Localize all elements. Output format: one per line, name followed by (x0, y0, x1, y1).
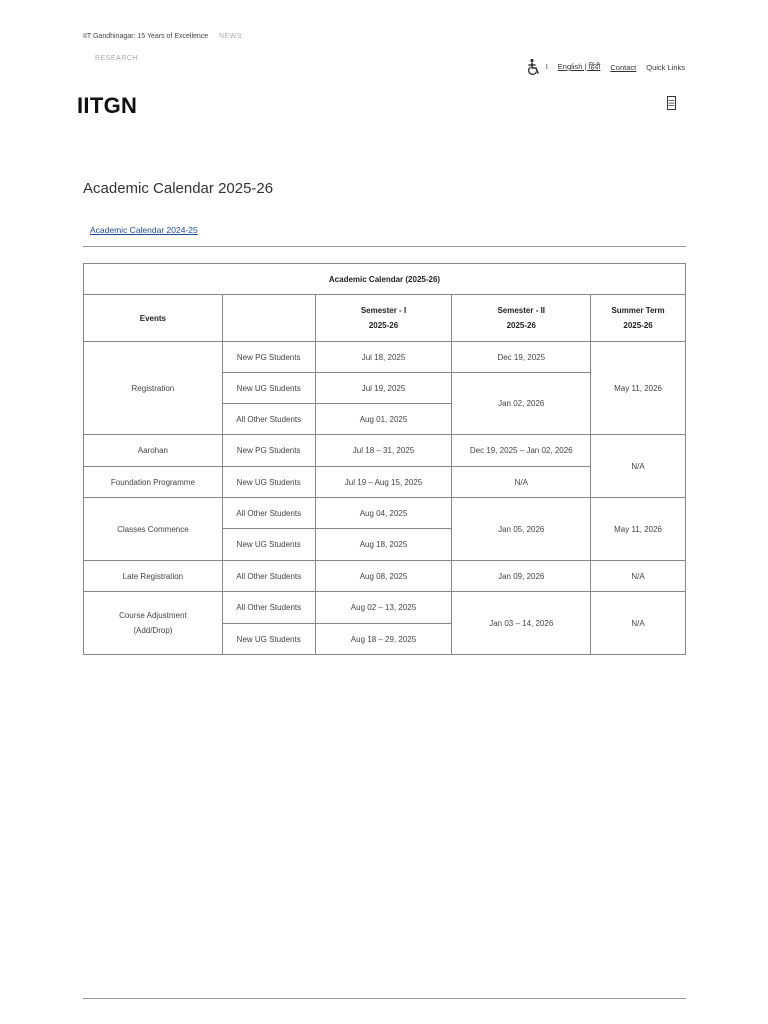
date-cell: Jan 05, 2026 (452, 498, 591, 561)
add-drop-label: (Add/Drop) (133, 626, 173, 635)
audience-cell: All Other Students (222, 498, 315, 529)
utility-bar (526, 58, 685, 76)
table-caption: Academic Calendar (2025-26) (84, 264, 686, 295)
audience-cell: All Other Students (222, 561, 315, 592)
divider-top (83, 246, 686, 247)
audience-cell: New PG Students (222, 435, 315, 467)
table-row (84, 561, 686, 592)
date-cell: May 11, 2026 (591, 498, 686, 561)
header-audience (222, 295, 315, 342)
contact-link[interactable]: Contact (610, 62, 637, 72)
nav-research[interactable]: RESEARCH (95, 55, 138, 62)
utility-separator: I (545, 63, 548, 71)
site-logo[interactable]: IITGN (77, 93, 138, 118)
date-cell: N/A (591, 561, 686, 592)
table-row (84, 342, 686, 373)
date-cell: May 11, 2026 (591, 342, 686, 435)
audience-cell: All Other Students (222, 404, 315, 435)
date-cell: Aug 18, 2025 (315, 529, 452, 561)
table-row (84, 592, 686, 624)
date-cell: Jan 02, 2026 (452, 373, 591, 435)
date-cell: Jul 19, 2025 (315, 373, 452, 404)
audience-cell: New UG Students (222, 467, 315, 498)
topbar-tagline[interactable]: IIT Gandhinagar: 15 Years of Excellence (83, 33, 209, 40)
date-cell: Aug 08, 2025 (315, 561, 452, 592)
audience-cell: New UG Students (222, 373, 315, 404)
header-semester-1 (315, 295, 452, 342)
date-cell: Dec 19, 2025 (452, 342, 591, 373)
audience-cell: New PG Students (222, 342, 315, 373)
date-cell: Jan 09, 2026 (452, 561, 591, 592)
nav-news[interactable]: NEWS (219, 33, 242, 40)
event-foundation-programme: Foundation Programme (84, 467, 223, 498)
previous-calendar-link[interactable]: Academic Calendar 2024-25 (90, 225, 198, 235)
header-summer-year: 2025-26 (623, 321, 653, 330)
date-cell: Dec 19, 2025 – Jan 02, 2026 (452, 435, 591, 467)
date-cell: N/A (452, 467, 591, 498)
event-classes-commence: Classes Commence (84, 498, 223, 561)
divider-bottom (83, 998, 686, 999)
header-semester-2 (452, 295, 591, 342)
event-late-registration: Late Registration (84, 561, 223, 592)
course-adjustment-label: Course Adjustment (119, 611, 187, 620)
accessibility-icon[interactable] (526, 58, 542, 76)
header-semester-1-label: Semester - I (360, 306, 407, 315)
event-course-adjustment (84, 592, 223, 655)
header-semester-1-year: 2025-26 (368, 321, 399, 330)
academic-calendar-table (83, 263, 686, 655)
date-cell: Jul 18, 2025 (315, 342, 452, 373)
header-events: Events (84, 295, 223, 342)
date-cell: Aug 01, 2025 (315, 404, 452, 435)
date-cell: N/A (591, 435, 686, 498)
audience-cell: New UG Students (222, 624, 315, 655)
header-semester-2-year: 2025-26 (506, 321, 536, 330)
date-cell: Aug 18 – 29, 2025 (315, 624, 452, 655)
date-cell: Jul 18 – 31, 2025 (315, 435, 452, 467)
language-switch-link[interactable]: English | हिंदी (557, 62, 601, 71)
event-aarohan: Aarohan (84, 435, 223, 467)
audience-cell: New UG Students (222, 529, 315, 561)
date-cell: Aug 04, 2025 (315, 498, 452, 529)
date-cell: Jan 03 – 14, 2026 (452, 592, 591, 655)
quick-links-link[interactable]: Quick Links (646, 62, 685, 72)
header-semester-2-label: Semester - II (497, 306, 546, 315)
date-cell: Jul 19 – Aug 15, 2025 (315, 467, 452, 498)
page-title: Academic Calendar 2025-26 (83, 180, 274, 197)
table-row (84, 435, 686, 467)
table-caption-row (84, 264, 686, 295)
date-cell: Aug 02 – 13, 2025 (315, 592, 452, 624)
audience-cell: All Other Students (222, 592, 315, 624)
table-header-row (84, 295, 686, 342)
table-row (84, 498, 686, 529)
header-summer-term (591, 295, 686, 342)
date-cell: N/A (591, 592, 686, 655)
header-summer-label: Summer Term (611, 306, 665, 315)
menu-icon[interactable]: ☰ (667, 96, 676, 110)
event-registration: Registration (84, 342, 223, 435)
